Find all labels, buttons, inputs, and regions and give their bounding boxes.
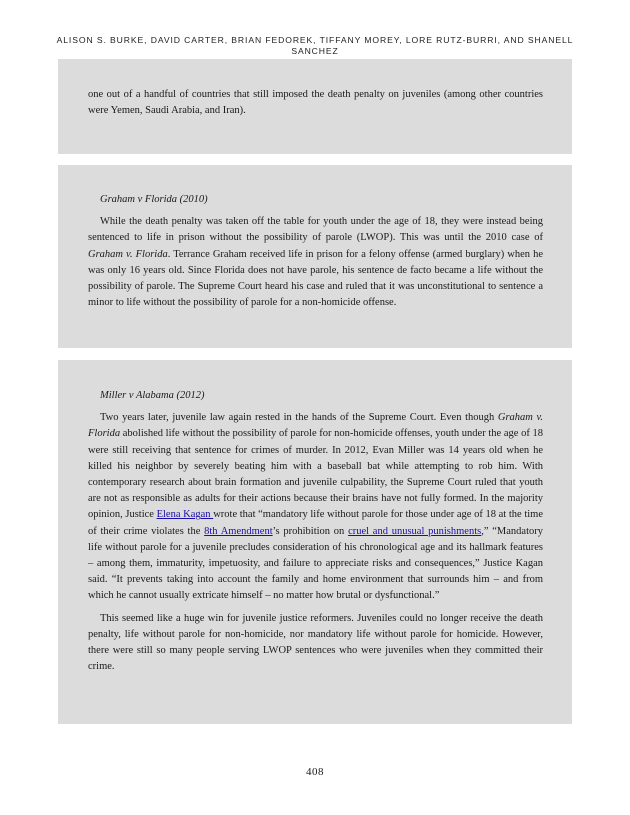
running-head: [40, 35, 590, 57]
running-head-authors-continued: SANCHEZ: [291, 46, 339, 56]
section-heading-graham: Graham v Florida (2010): [100, 194, 208, 205]
page-number: 408: [306, 766, 324, 778]
link-elena-kagan[interactable]: Elena Kagan: [156, 509, 214, 521]
text-run: . Terrance Graham received life in prison for a felony offense (armed burglary) when he was only 16 years old. Since Florida does not have parole, his sentence de facto became a life without the possibility of parole. The Supreme Court heard his case and ruled that it was unconstitutional to sentence a minor to life without the possibility of parole for a non-homicide offense.: [88, 248, 544, 309]
link-8th-amendment[interactable]: 8th Amendment: [204, 525, 273, 537]
text-run: Two years later, juvenile law again rested in the hands of the Supreme Court. Even though: [100, 412, 498, 424]
text-run: ,” “Mandatory life without parole for a juvenile precludes consideration of his chronological age and its hallmark features – among them, immaturity, impetuosity, and failure to appreciate risks and consequences,” Justice Kagan said. “It prevents taking into account the family and home environment that surrounds him – and from which he cannot usually extricate himself – no matter how brutal or dysfunctional.”: [88, 525, 543, 602]
text-box-body: [88, 192, 543, 311]
text-box-body: [88, 87, 543, 119]
text-run: wrote that “mandatory life without parole for those under age of 18 at the time of their crime violates the: [88, 509, 543, 537]
case-name-graham: Graham v. Florida: [88, 412, 543, 440]
link-cruel-and-unusual-punishments[interactable]: cruel and unusual punishments: [348, 525, 482, 537]
case-name-graham: Graham v. Florida: [88, 248, 168, 260]
text-run: While the death penalty was taken off the table for youth under the age of 18, they were instead being sentenced to life in prison without the possibility of parole (LWOP). This was until the 2010 case of: [88, 216, 543, 244]
section-heading-miller: Miller v Alabama (2012): [100, 390, 205, 401]
running-head-authors: ALISON S. BURKE, DAVID CARTER, BRIAN FEDOREK, TIFFANY MOREY, LORE RUTZ-BURRI, AND SHANELL: [56, 35, 574, 45]
text-box-body: [88, 388, 543, 675]
text-box-graham-v-florida: [58, 165, 572, 348]
graham-paragraph: [88, 214, 543, 311]
text-box-continuation: [58, 59, 572, 154]
miller-paragraph: [88, 410, 543, 604]
reform-paragraph: This seemed like a huge win for juvenile justice reformers. Juveniles could no longer receive the death penalty, life without parole for non-homicide, nor mandatory life without parole for homicide. However, there were still so many people serving LWOP sentences who were juveniles when they committed their crime.: [88, 612, 543, 673]
text-box-miller-v-alabama: [58, 360, 572, 724]
text-run: abolished life without the possibility of parole for non-homicide offenses, youth under the age of 18 were still receiving that sentence for crimes of murder. In 2012, Evan Miller was 14 years old when he killed his neighbor by severely beating him with a baseball bat while attempting to rob him. With contemporary research about brain formation and juvenile culpability, the Supreme Court ruled that youth are not as responsible as adults for their actions because their brains have not fully formed. In the majority opinion, Justice: [88, 428, 543, 521]
continuation-paragraph: one out of a handful of countries that still imposed the death penalty on juveniles (among other countries were Yemen, Saudi Arabia, and Iran).: [88, 89, 543, 117]
text-run: ’s prohibition on: [272, 525, 349, 537]
